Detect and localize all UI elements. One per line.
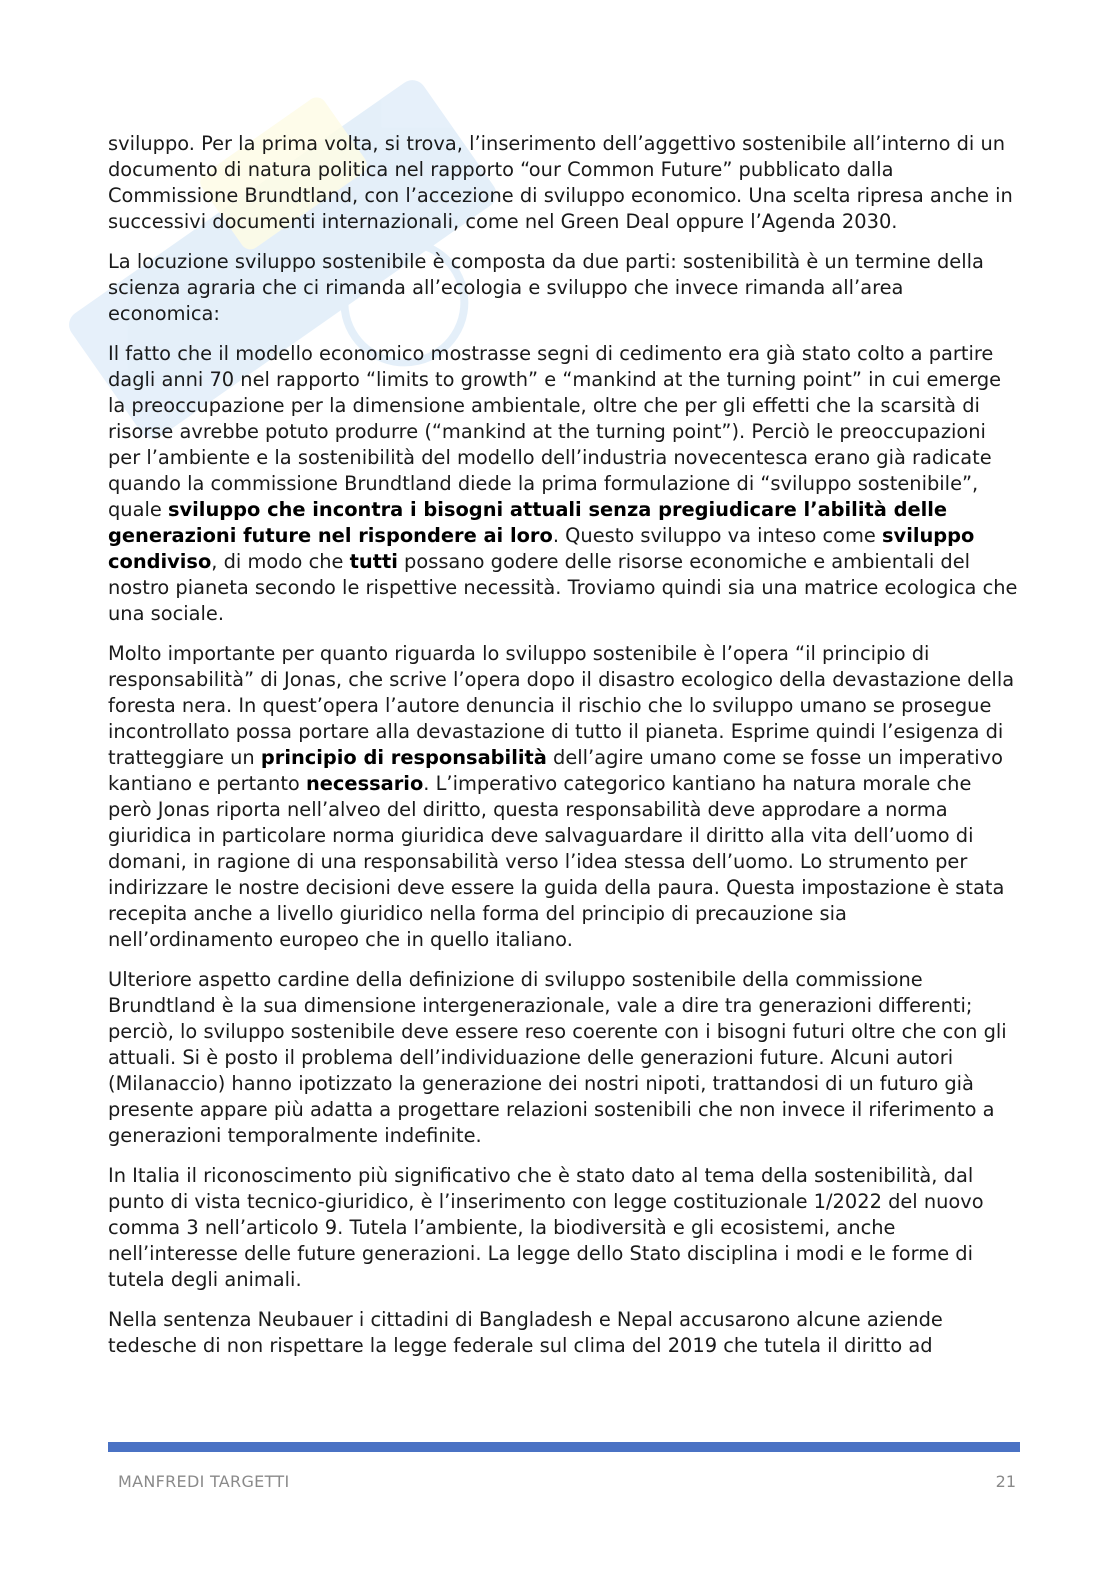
text-run: sviluppo. Per la prima volta, si trova, l’inserimento dell’aggettivo sostenibile all’interno di un documento di natura politica nel rapporto “our Common Future” pubblicato dalla Commissione Brundtland, con l’accezione di sviluppo economico. Una scelta ripresa anche in successivi documenti internazionali, come nel Green Deal oppure l’Agenda 2030. bbox=[108, 132, 1013, 233]
bold-text: principio di responsabilità bbox=[260, 746, 547, 769]
footer-author: MANFREDI TARGETTI bbox=[118, 1472, 290, 1491]
text-run: Ulteriore aspetto cardine della definizione di sviluppo sostenibile della commissione Brundtland è la sua dimensione intergenerazionale, vale a dire tra generazioni differenti; perciò, lo sviluppo sostenibile deve essere reso coerente con i bisogni futuri oltre che con gli attuali. Si è posto il problema dell’individuazione delle generazioni future. Alcuni autori (Milanaccio) hanno ipotizzato la generazione dei nostri nipoti, trattandosi di un futuro già presente appare più adatta a progettare relazioni sostenibili che non invece il riferimento a generazioni temporalmente indefinite. bbox=[108, 968, 1007, 1147]
paragraph bbox=[108, 249, 1018, 327]
bold-text: sviluppo che incontra i bisogni attuali senza pregiudicare l’abilità delle generazioni future nel rispondere ai loro bbox=[108, 498, 948, 547]
document-body bbox=[108, 131, 1018, 1373]
text-run: Il fatto che il modello economico mostrasse segni di cedimento era già stato colto a partire dagli anni 70 nel rapporto “limits to growth” e “mankind at the turning point” in cui emerge la preoccupazione per la dimensione ambientale, oltre che per gli effetti che la scarsità di risorse avrebbe potuto produrre (“mankind at the turning point”). Perciò le preoccupazioni per l’ambiente e la sostenibilità del modello dell’industria novecentesca erano già radicate quando la commissione Brundtland diede la prima formulazione di “sviluppo sostenibile”, quale bbox=[108, 342, 1002, 521]
text-run: . Questo sviluppo va inteso come bbox=[552, 524, 883, 547]
paragraph bbox=[108, 341, 1018, 627]
paragraph bbox=[108, 967, 1018, 1149]
text-run: Molto importante per quanto riguarda lo sviluppo sostenibile è l’opera “il principio di responsabilità” di Jonas, che scrive l’opera dopo il disastro ecologico della devastazione della foresta nera. In quest’opera l’autore denuncia il rischio che lo sviluppo umano se prosegue incontrollato possa portare alla devastazione di tutto il pianeta. Esprime quindi l’esigenza di tratteggiare un bbox=[108, 642, 1015, 769]
text-run: dell’agire umano come se fosse un imperativo kantiano e pertanto bbox=[108, 746, 1003, 795]
bold-text: sviluppo condiviso bbox=[108, 524, 975, 573]
bold-text: necessario bbox=[305, 772, 424, 795]
text-run: possano godere delle risorse economiche e ambientali del nostro pianeta secondo le rispettive necessità. Troviamo quindi sia una matrice ecologica che una sociale. bbox=[108, 550, 1018, 625]
paragraph bbox=[108, 1307, 1018, 1359]
text-run: In Italia il riconoscimento più significativo che è stato dato al tema della sostenibilità, dal punto di vista tecnico-giuridico, è l’inserimento con legge costituzionale 1/2022 del nuovo comma 3 nell’articolo 9. Tutela l’ambiente, la biodiversità e gli ecosistemi, anche nell’interesse delle future generazioni. La legge dello Stato disciplina i modi e le forme di tutela degli animali. bbox=[108, 1164, 984, 1291]
page-number: 21 bbox=[995, 1472, 1016, 1491]
bold-text: tutti bbox=[349, 550, 398, 573]
text-run: , di modo che bbox=[211, 550, 350, 573]
footer-divider bbox=[108, 1442, 1020, 1452]
paragraph bbox=[108, 131, 1018, 235]
paragraph bbox=[108, 1163, 1018, 1293]
text-run: . L’imperativo categorico kantiano ha natura morale che però Jonas riporta nell’alveo del diritto, questa responsabilità deve approdare a norma giuridica in particolare norma giuridica deve salvaguardare il diritto alla vita dell’uomo di domani, in ragione di una responsabilità verso l’idea stessa dell’uomo. Lo strumento per indirizzare le nostre decisioni deve essere la guida della paura. Questa impostazione è stata recepita anche a livello giuridico nella forma del principio di precauzione sia nell’ordinamento europeo che in quello italiano. bbox=[108, 772, 1005, 951]
text-run: Nella sentenza Neubauer i cittadini di Bangladesh e Nepal accusarono alcune aziende tedesche di non rispettare la legge federale sul clima del 2019 che tutela il diritto ad bbox=[108, 1308, 943, 1357]
paragraph bbox=[108, 641, 1018, 953]
text-run: La locuzione sviluppo sostenibile è composta da due parti: sostenibilità è un termine della scienza agraria che ci rimanda all’ecologia e sviluppo che invece rimanda all’area economica: bbox=[108, 250, 984, 325]
